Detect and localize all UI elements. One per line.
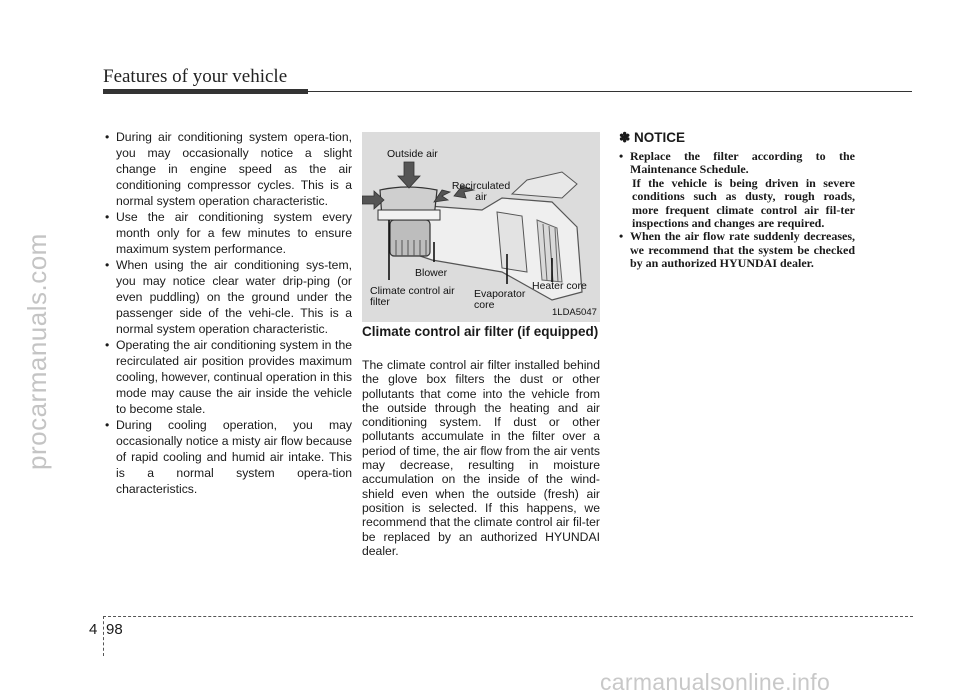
ac-tip-4: • Operating the air conditioning system in the recirculated air position provides maximum cooling, however, continual operation in this mode may cause the air inside the vehicle to become stale. <box>104 337 352 417</box>
ac-tip-5: • During cooling operation, you may occasionally notice a misty air flow because of rapid cooling and humid air intake. This is a normal system opera-tion characteristics. <box>104 417 352 497</box>
footer-rule <box>103 616 913 617</box>
notice-item-2-lead: When the air flow rate suddenly decreases, we recommend that the system be checked by an authorized HYUNDAI dealer. <box>630 229 855 271</box>
header-rule <box>308 91 912 92</box>
label-heater-core: Heater core <box>532 280 587 292</box>
ac-tip-1: • During air conditioning system opera-tion, you may occasionally notice a slight change in engine speed as the air conditioning compressor cycles. This is a normal system operation characteristic. <box>104 129 352 209</box>
label-recirculated-air: Recirculated air <box>451 180 511 203</box>
figure-code: 1LDA5047 <box>552 307 597 318</box>
label-filter: Climate control air filter <box>370 285 455 308</box>
label-outside-air: Outside air <box>387 148 438 160</box>
duct-top-inlet <box>512 172 577 198</box>
bottom-watermark: carmanualsonline.info <box>600 669 831 695</box>
notice-heading: ✽ NOTICE <box>619 130 686 145</box>
ac-tip-2: • Use the air conditioning system every month only for a few minutes to ensure maximum system performance. <box>104 209 352 257</box>
footer-divider <box>103 616 104 656</box>
filter-slab <box>378 210 440 220</box>
section-heading: Climate control air filter (if equipped) <box>362 324 599 339</box>
notice-item-1 <box>619 150 855 230</box>
air-filter-diagram <box>362 132 600 322</box>
notice-item-1-detail: If the vehicle is being driven in severe conditions such as dusty, rough roads, more frequent climate control air fil-ter inspections and changes are required. <box>632 175 855 231</box>
side-watermark-text: procarmanuals.com <box>22 233 52 470</box>
label-evaporator-core: Evaporator core <box>474 288 526 311</box>
section-body-text: The climate control air filter installed behind the glove box filters the dust or other pollutants that come into the vehicle from the outside through the heating and air conditioning system. If dust or other pollutants accumulate in the filter over a period of time, the air flow from the air vents may decrease, resulting in moisture accumulation on the inside of the wind-shield even when the outside (fresh) air position is selected. If this happens, we recommend that the climate control air fil-ter be replaced by an authorized HYUNDAI dealer. <box>362 358 600 558</box>
notice-list <box>619 150 855 271</box>
page-number: 98 <box>106 621 123 638</box>
ac-tips-list <box>104 129 352 497</box>
chapter-number: 4 <box>89 621 98 638</box>
evaporator-core-shape <box>497 212 527 272</box>
ac-tip-3: • When using the air conditioning sys-tem, you may notice clear water drip-ping (or even puddling) on the ground under the passenger side of the vehi-cle. This is a normal system operation characteristic. <box>104 257 352 337</box>
page-header-title: Features of your vehicle <box>103 66 288 87</box>
label-blower: Blower <box>415 267 448 279</box>
header-bar <box>103 89 308 94</box>
notice-item-1-lead: Replace the filter according to the Maintenance Schedule. <box>630 149 855 177</box>
notice-item-2 <box>619 230 855 270</box>
